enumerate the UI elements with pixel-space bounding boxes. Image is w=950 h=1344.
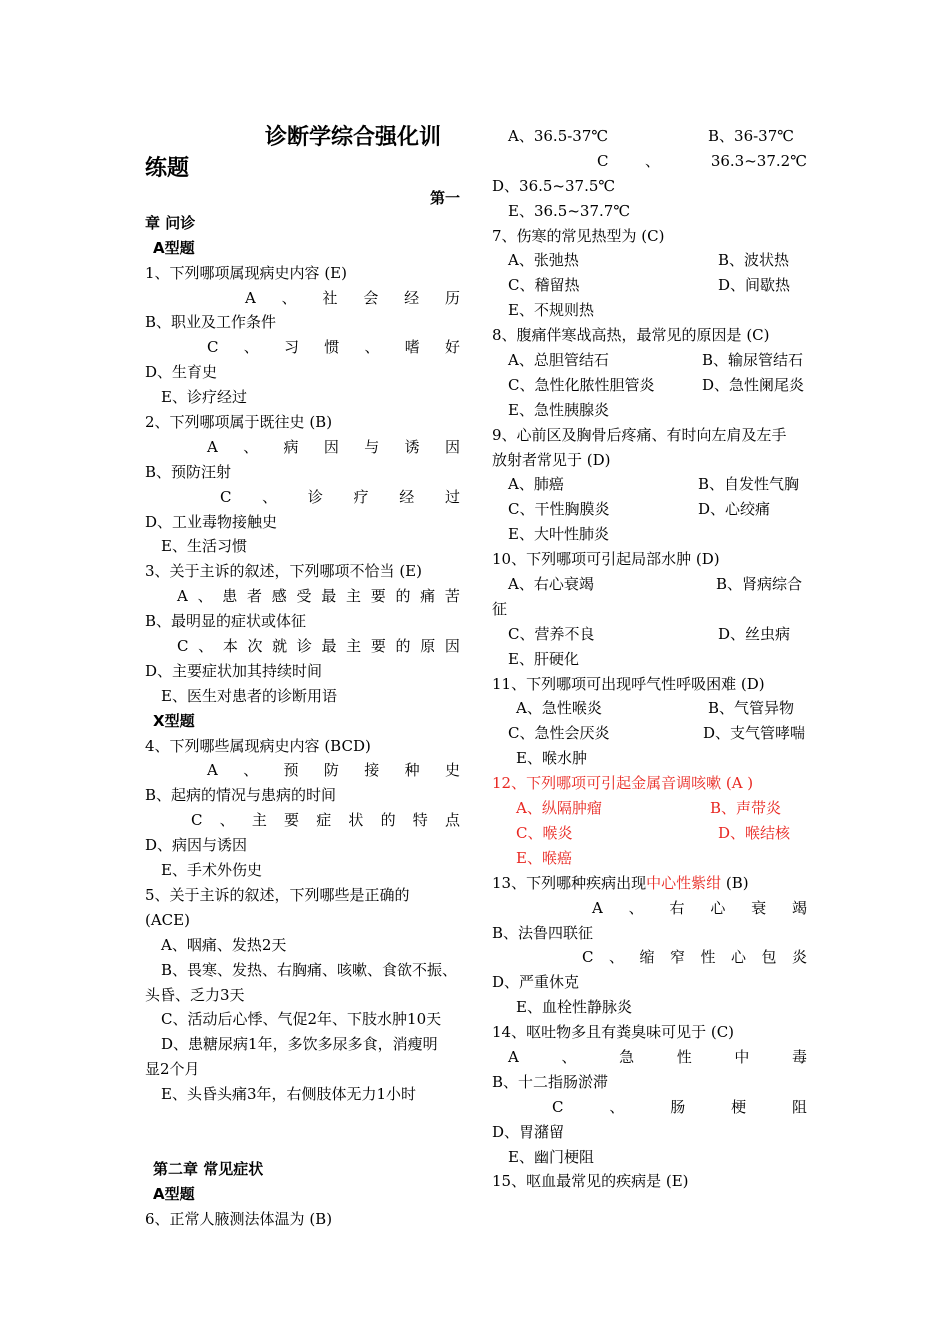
- q1-option-e: E、诊疗经过: [161, 388, 247, 407]
- q3-option-c: C 、 本 次 就 诊 最 主 要 的 原 因: [177, 637, 460, 656]
- q15-stem: 15、呕血最常见的疾病是 (E): [492, 1172, 689, 1191]
- q9-stem-line2: 放射者常见于 (D): [492, 450, 611, 469]
- q7-options-cd: C、稽留热 D、间歇热: [508, 276, 791, 295]
- q6-option-d: D、36.5~37.5℃: [492, 176, 616, 195]
- chapter1-heading-part2: 章 问诊: [145, 213, 196, 232]
- q6-option-c: C 、 36.3~37.2℃: [597, 151, 807, 170]
- q3-option-d: D、主要症状加其持续时间: [145, 661, 323, 680]
- q7-stem: 7、伤寒的常见热型为 (C): [492, 226, 665, 245]
- right-column: [492, 124, 807, 1194]
- q14-option-c: C 、 肠 梗 阻: [552, 1097, 807, 1116]
- q4-option-b: B、起病的情况与患病的时间: [145, 786, 337, 805]
- q1-option-b: B、职业及工作条件: [145, 313, 277, 332]
- q3-stem: 3、关于主诉的叙述，下列哪项不恰当 (E): [145, 562, 422, 581]
- q9-option-e: E、大叶性肺炎: [508, 525, 609, 544]
- q5-stem-line2: (ACE): [145, 910, 190, 929]
- q1-option-c: C 、 习 惯 、 嗜 好: [207, 338, 460, 357]
- q11-options-cd: C、急性会厌炎 D、支气管哮喘: [508, 724, 806, 743]
- q5-option-e: E、头昏头痛3年，右侧肢体无力1小时: [161, 1085, 417, 1104]
- q14-option-a: A 、 急 性 中 毒: [508, 1047, 807, 1066]
- q12-option-e: E、喉癌: [516, 848, 572, 867]
- q1-option-d: D、生育史: [145, 363, 218, 382]
- q5-option-b-line1: B、畏寒、发热、右胸痛、咳嗽、食欲不振、: [161, 960, 458, 979]
- q2-stem: 2、下列哪项属于既往史 (B): [145, 413, 333, 432]
- q12-options-cd: C、喉炎 D、喉结核: [516, 823, 791, 842]
- q4-option-e: E、手术外伤史: [161, 861, 262, 880]
- q2-option-c: C 、 诊 疗 经 过: [220, 487, 460, 506]
- q5-option-d-line1: D、患糖尿病1年，多饮多尿多食，消瘦明: [161, 1035, 438, 1054]
- q14-option-d: D、胃潴留: [492, 1122, 565, 1141]
- q13-option-b: B、法鲁四联征: [492, 923, 594, 942]
- q5-option-b-line2: 头昏、乏力3天: [145, 985, 245, 1004]
- q5-option-c: C、活动后心悸、气促2年、下肢水肿10天: [161, 1010, 442, 1029]
- q2-option-a: A 、 病 因 与 诱 因: [207, 437, 460, 456]
- q11-options-ab: A、急性喉炎 B、气管异物: [516, 699, 795, 718]
- q14-stem: 14、呕吐物多且有粪臭味可见于 (C): [492, 1023, 735, 1042]
- q9-stem-line1: 9、心前区及胸骨后疼痛、有时向左肩及左手: [492, 425, 787, 444]
- q9-options-cd: C、干性胸膜炎 D、心绞痛: [508, 500, 771, 519]
- q5-option-d-line2: 显2个月: [145, 1060, 200, 1079]
- q12-stem: 12、下列哪项可引起金属音调咳嗽 (A ): [492, 774, 754, 793]
- section-x-type: X型题: [153, 711, 195, 730]
- q10-stem: 10、下列哪项可引起局部水肿 (D): [492, 550, 720, 569]
- chapter1-heading-part1: 第一: [429, 189, 460, 207]
- left-column: [145, 120, 460, 1232]
- q1-stem: 1、下列哪项属现病史内容 (E): [145, 263, 347, 282]
- q10-options-ab: A、右心衰竭 B、肾病综合: [508, 575, 803, 594]
- q4-option-d: D、病因与诱因: [145, 836, 248, 855]
- q12-options-ab: A、纵隔肿瘤 B、声带炎: [516, 799, 782, 818]
- chapter2-heading: 第二章 常见症状: [153, 1159, 264, 1178]
- q7-option-e: E、不规则热: [508, 301, 594, 320]
- q2-option-d: D、工业毒物接触史: [145, 512, 278, 531]
- q10-option-e: E、肝硬化: [508, 649, 579, 668]
- q9-options-ab: A、肺癌 B、自发性气胸: [508, 475, 800, 494]
- q14-option-b: B、十二指肠淤滞: [492, 1072, 609, 1091]
- q13-option-c: C 、 缩 窄 性 心 包 炎: [582, 948, 807, 967]
- q8-options-cd: C、急性化脓性胆管炎 D、急性阑尾炎: [508, 375, 805, 394]
- q13-option-a: A 、 右 心 衰 竭: [592, 898, 807, 917]
- section-a-type: A型题: [153, 238, 195, 257]
- q4-option-c: C 、 主 要 症 状 的 特 点: [191, 811, 460, 830]
- q8-stem: 8、腹痛伴寒战高热，最常见的原因是 (C): [492, 326, 770, 345]
- q2-option-e: E、生活习惯: [161, 537, 247, 556]
- q6-options-ab: A、36.5-37℃ B、36-37℃: [508, 127, 795, 145]
- q6-option-e: E、36.5~37.7℃: [508, 201, 631, 220]
- q3-option-a: A 、 患 者 感 受 最 主 要 的 痛 苦: [177, 587, 460, 606]
- q11-option-e: E、喉水肿: [516, 749, 587, 768]
- q5-stem-line1: 5、关于主诉的叙述，下列哪些是正确的: [145, 885, 410, 904]
- q10-options-cd: C、营养不良 D、丝虫病: [508, 624, 791, 643]
- q13-option-d: D、严重休克: [492, 973, 580, 992]
- q11-stem: 11、下列哪项可出现呼气性呼吸困难 (D): [492, 674, 765, 693]
- q6-stem: 6、正常人腋测法体温为 (B): [145, 1209, 333, 1228]
- spacer: [145, 1107, 460, 1157]
- q13-option-e: E、血栓性静脉炎: [516, 998, 632, 1017]
- document-title-line1: 诊断学综合强化训: [265, 125, 442, 150]
- q2-option-b: B、预防汪射: [145, 462, 232, 481]
- q14-option-e: E、幽门梗阻: [508, 1147, 594, 1166]
- q4-option-a: A 、 预 防 接 种 史: [207, 761, 460, 780]
- section-a-type-2: A型题: [153, 1184, 195, 1203]
- q3-option-e: E、医生对患者的诊断用语: [161, 686, 337, 705]
- q5-option-a: A、咽痛、发热2天: [161, 935, 287, 954]
- q13-stem: 13、下列哪种疾病出现中心性紫绀 (B): [492, 873, 749, 892]
- document-title-line2: 练题: [145, 156, 190, 181]
- q8-options-ab: A、总胆管结石 B、输尿管结石: [508, 351, 804, 370]
- q7-options-ab: A、张弛热 B、波状热: [508, 251, 790, 270]
- q8-option-e: E、急性胰腺炎: [508, 400, 609, 419]
- q3-option-b: B、最明显的症状或体征: [145, 612, 307, 631]
- q10-option-b-line2: 征: [492, 599, 508, 618]
- q1-option-a: A 、 社 会 经 历: [245, 288, 460, 307]
- q4-stem: 4、下列哪些属现病史内容 (BCD): [145, 736, 371, 755]
